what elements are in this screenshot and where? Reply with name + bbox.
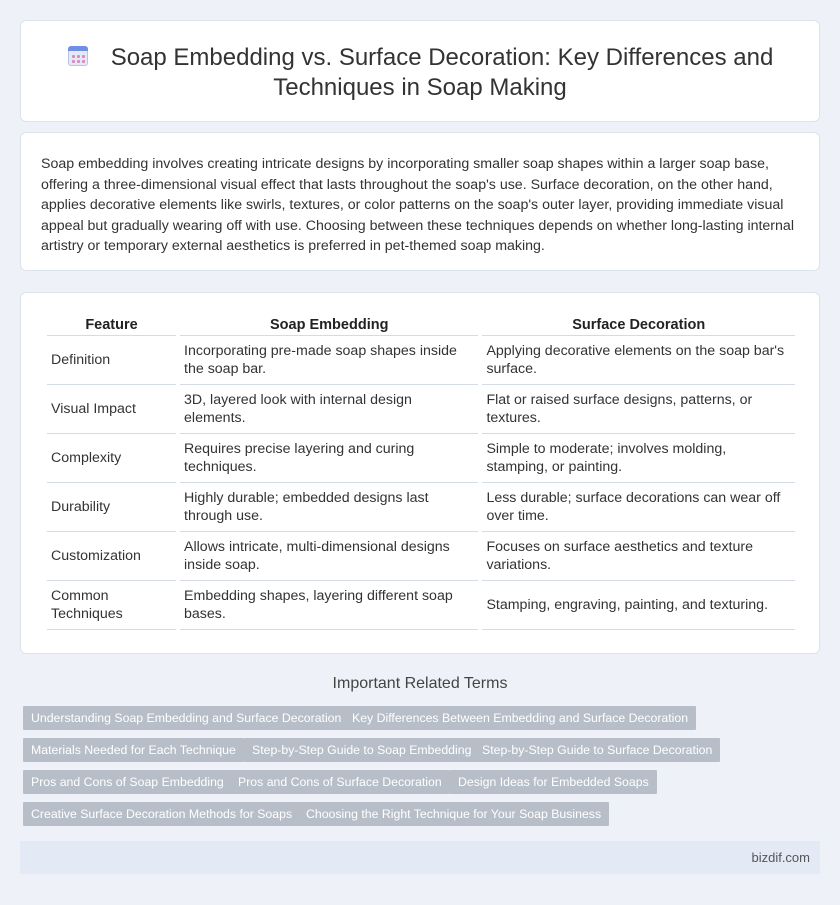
table-row	[47, 434, 795, 483]
table-row	[47, 532, 795, 581]
page-title	[61, 43, 779, 103]
cell-surface: Simple to moderate; involves molding, stamping, or painting.	[482, 434, 795, 483]
calendar-icon	[67, 44, 89, 68]
table-row	[47, 483, 795, 532]
related-tag[interactable]: Choosing the Right Technique for Your Soap Business	[298, 802, 609, 826]
table-row	[47, 336, 795, 385]
related-tag[interactable]: Materials Needed for Each Technique	[23, 738, 244, 762]
cell-surface: Less durable; surface decorations can wear off over time.	[482, 483, 795, 532]
cell-feature: Durability	[47, 483, 176, 532]
table-row	[47, 385, 795, 434]
cell-feature: Complexity	[47, 434, 176, 483]
cell-surface: Flat or raised surface designs, patterns, or textures.	[482, 385, 795, 434]
cell-surface: Stamping, engraving, painting, and texturing.	[482, 581, 795, 630]
intro-paragraph: Soap embedding involves creating intricate designs by incorporating smaller soap shapes within a larger soap base, offering a three-dimensional visual effect that lasts throughout the soap's use. Surface decoration, on the other hand, applies decorative elements like swirls, textures, or color patterns on the soap's outer layer, providing immediate visual appeal but gradually wearing off with use. Choosing between these techniques depends on whether long-lasting internal artistry or temporary external aesthetics is preferred in pet-themed soap making.	[41, 156, 794, 254]
related-tag[interactable]: Pros and Cons of Surface Decoration	[230, 770, 450, 794]
title-wrap	[61, 43, 779, 103]
cell-embedding: Requires precise layering and curing techniques.	[180, 434, 478, 483]
related-tag[interactable]: Step-by-Step Guide to Soap Embedding	[244, 738, 479, 762]
table-row	[47, 581, 795, 630]
cell-feature: Definition	[47, 336, 176, 385]
cell-feature: Visual Impact	[47, 385, 176, 434]
intro-card	[20, 132, 820, 271]
header-feature: Feature	[47, 315, 176, 336]
header-soap-embedding: Soap Embedding	[180, 315, 478, 336]
related-tag[interactable]: Step-by-Step Guide to Surface Decoration	[474, 738, 720, 762]
cell-feature: Common Techniques	[47, 581, 176, 630]
cell-feature: Customization	[47, 532, 176, 581]
cell-embedding: Highly durable; embedded designs last through use.	[180, 483, 478, 532]
cell-embedding: Incorporating pre-made soap shapes inside the soap bar.	[180, 336, 478, 385]
related-tag[interactable]: Pros and Cons of Soap Embedding	[23, 770, 232, 794]
related-tag[interactable]: Key Differences Between Embedding and Surface Decoration	[344, 706, 696, 730]
cell-embedding: 3D, layered look with internal design elements.	[180, 385, 478, 434]
footer-site-link[interactable]: bizdif.com	[751, 850, 810, 865]
related-tag[interactable]: Design Ideas for Embedded Soaps	[450, 770, 657, 794]
related-tag[interactable]: Understanding Soap Embedding and Surface Decoration	[23, 706, 349, 730]
footer-bar	[20, 841, 820, 874]
related-tag[interactable]: Creative Surface Decoration Methods for Soaps	[23, 802, 300, 826]
page-title-text: Soap Embedding vs. Surface Decoration: Key Differences and Techniques in Soap Making	[110, 44, 774, 101]
cell-embedding: Allows intricate, multi-dimensional designs inside soap.	[180, 532, 478, 581]
cell-surface: Applying decorative elements on the soap bar's surface.	[482, 336, 795, 385]
related-terms-title: Important Related Terms	[332, 675, 508, 692]
cell-embedding: Embedding shapes, layering different soap bases.	[180, 581, 478, 630]
table-header-row	[47, 315, 795, 336]
comparison-table	[43, 315, 799, 630]
header-card	[20, 20, 820, 122]
header-surface-decoration: Surface Decoration	[482, 315, 795, 336]
comparison-card	[20, 292, 820, 654]
cell-surface: Focuses on surface aesthetics and texture variations.	[482, 532, 795, 581]
